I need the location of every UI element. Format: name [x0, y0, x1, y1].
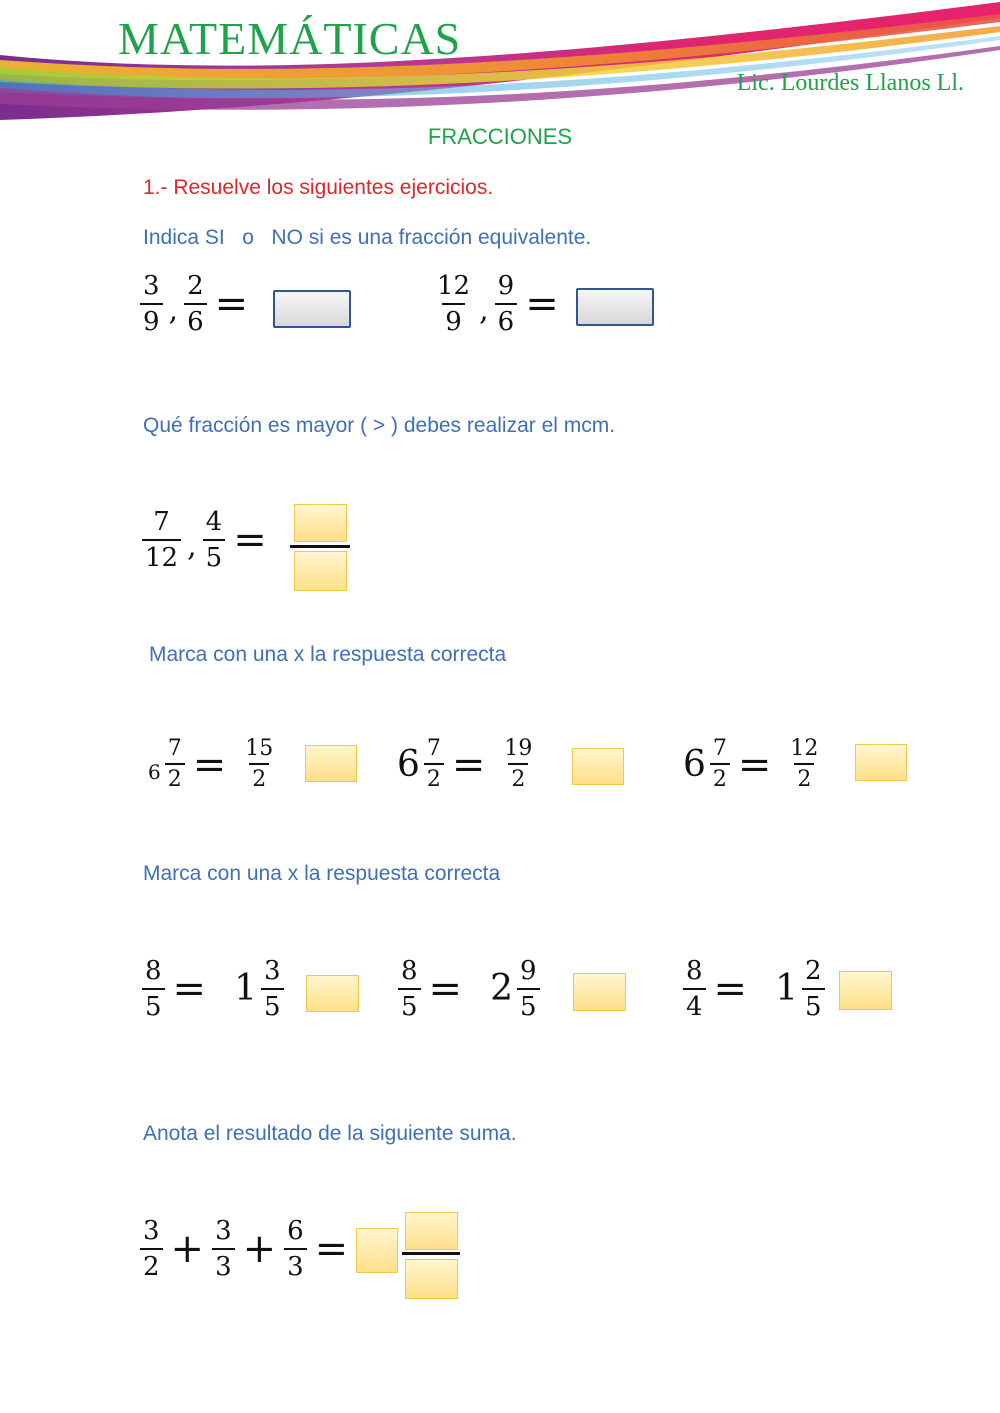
checkbox-option-6[interactable] — [839, 971, 892, 1010]
fraction — [424, 737, 444, 792]
plus-sign: + — [170, 1226, 205, 1273]
fraction — [517, 957, 540, 1021]
exercise-heading: 1.- Resuelve los siguientes ejercicios. — [143, 176, 494, 199]
whole-number: 1 — [234, 968, 257, 1010]
equals-sign: = — [314, 1226, 349, 1273]
fraction-bar — [402, 1252, 460, 1255]
whole-number: 1 — [775, 968, 798, 1010]
denominator: 5 — [261, 988, 284, 1022]
separator: , — [187, 529, 197, 565]
denominator: 3 — [212, 1248, 235, 1282]
improper-fraction-option-2 — [396, 957, 542, 1021]
denominator: 2 — [508, 763, 528, 792]
section2-instruction: Qué fracción es mayor ( > ) debes realizar el mcm. — [143, 414, 616, 437]
denominator: 3 — [284, 1248, 307, 1282]
numerator: 9 — [497, 271, 515, 301]
equals-sign: = — [451, 741, 486, 788]
section3-instruction: Marca con una x la respuesta correcta — [149, 643, 507, 666]
equals-sign: = — [172, 966, 207, 1013]
denominator: 4 — [683, 988, 706, 1022]
numerator: 2 — [187, 271, 204, 301]
denominator: 5 — [398, 988, 421, 1022]
numerator: 3 — [143, 1216, 160, 1246]
section4-instruction: Marca con una x la respuesta correcta — [143, 862, 501, 885]
comparison-expression — [140, 508, 273, 572]
checkbox-option-4[interactable] — [306, 975, 359, 1012]
separator: , — [479, 293, 489, 329]
denominator: 2 — [424, 763, 444, 792]
answer-box-denominator[interactable] — [294, 551, 347, 591]
improper-fraction-option-1 — [140, 957, 286, 1021]
author-name: Lic. Lourdes Llanos Ll. — [736, 70, 964, 96]
numerator: 8 — [145, 956, 162, 986]
denominator: 2 — [249, 763, 269, 792]
equals-sign: = — [525, 281, 559, 328]
equals-sign: = — [428, 966, 463, 1013]
fraction — [434, 272, 473, 336]
sum-expression — [138, 1217, 354, 1281]
denominator: 6 — [495, 303, 518, 337]
whole-number: 6 — [683, 743, 706, 785]
fraction — [787, 737, 821, 792]
denominator: 5 — [142, 988, 165, 1022]
denominator: 5 — [802, 988, 825, 1022]
fraction — [284, 1217, 307, 1281]
numerator: 3 — [263, 956, 281, 986]
numerator: 15 — [245, 736, 274, 761]
answer-box-equivalence-b[interactable] — [576, 288, 654, 326]
fraction — [184, 272, 207, 336]
numerator: 8 — [686, 956, 703, 986]
equals-sign: = — [713, 966, 748, 1013]
denominator: 9 — [442, 303, 465, 337]
numerator: 7 — [712, 736, 727, 761]
equals-sign: = — [214, 281, 249, 328]
fraction — [802, 957, 825, 1021]
numerator: 7 — [426, 736, 441, 761]
mixed-number-option-2 — [397, 737, 537, 792]
fraction — [140, 1217, 163, 1281]
numerator: 4 — [205, 507, 223, 537]
numerator: 12 — [437, 271, 471, 301]
section5-instruction: Anota el resultado de la siguiente suma. — [143, 1122, 517, 1145]
denominator: 5 — [203, 539, 226, 573]
numerator: 8 — [401, 956, 418, 986]
numerator: 2 — [804, 956, 822, 986]
answer-box-numerator[interactable] — [294, 504, 347, 542]
denominator: 5 — [517, 988, 540, 1022]
page-title: MATEMÁTICAS — [118, 13, 462, 64]
fraction — [203, 508, 226, 572]
fraction — [261, 957, 284, 1021]
whole-number: 6 — [148, 759, 161, 784]
answer-box-sum-denominator[interactable] — [405, 1259, 458, 1299]
fraction — [142, 508, 181, 572]
equivalence-expression-b — [432, 272, 565, 336]
denominator: 2 — [710, 763, 730, 792]
equals-sign: = — [737, 741, 772, 788]
checkbox-option-5[interactable] — [573, 973, 626, 1011]
denominator: 9 — [140, 303, 163, 337]
fraction — [212, 1217, 235, 1281]
denominator: 2 — [165, 763, 185, 792]
checkbox-option-3[interactable] — [855, 744, 907, 781]
denominator: 6 — [184, 303, 207, 337]
equals-sign: = — [192, 741, 227, 788]
fraction — [683, 957, 706, 1021]
answer-box-whole[interactable] — [356, 1228, 398, 1273]
denominator: 2 — [140, 1248, 163, 1282]
numerator: 7 — [167, 736, 182, 761]
numerator: 12 — [790, 736, 819, 761]
numerator: 19 — [504, 736, 533, 761]
mixed-number-option-3 — [683, 737, 823, 792]
numerator: 6 — [287, 1216, 304, 1246]
fraction-bar — [290, 545, 350, 548]
numerator: 3 — [143, 271, 160, 301]
equals-sign: = — [233, 517, 267, 564]
checkbox-option-2[interactable] — [572, 748, 624, 785]
whole-number: 2 — [490, 968, 513, 1010]
whole-number: 6 — [397, 743, 420, 785]
numerator: 9 — [519, 956, 537, 986]
plus-sign: + — [242, 1226, 277, 1273]
denominator: 2 — [794, 763, 814, 792]
fraction — [165, 737, 185, 792]
topic-heading: FRACCIONES — [427, 124, 573, 149]
section1-instruction: Indica SI o NO si es una fracción equivalente. — [143, 226, 592, 249]
answer-box-sum-numerator[interactable] — [405, 1212, 458, 1250]
fraction — [495, 272, 518, 336]
numerator: 3 — [215, 1216, 232, 1246]
fraction — [710, 737, 730, 792]
fraction — [501, 737, 535, 792]
fraction — [242, 737, 276, 792]
mixed-number-option-1 — [148, 737, 278, 792]
fraction — [398, 957, 421, 1021]
fraction — [140, 272, 163, 336]
answer-box-equivalence-a[interactable] — [273, 290, 351, 328]
separator: , — [168, 293, 179, 329]
denominator: 12 — [142, 539, 181, 573]
fraction — [142, 957, 165, 1021]
improper-fraction-option-3 — [681, 957, 827, 1021]
equivalence-expression-a — [138, 272, 254, 336]
checkbox-option-1[interactable] — [305, 745, 357, 782]
numerator: 7 — [153, 507, 170, 537]
